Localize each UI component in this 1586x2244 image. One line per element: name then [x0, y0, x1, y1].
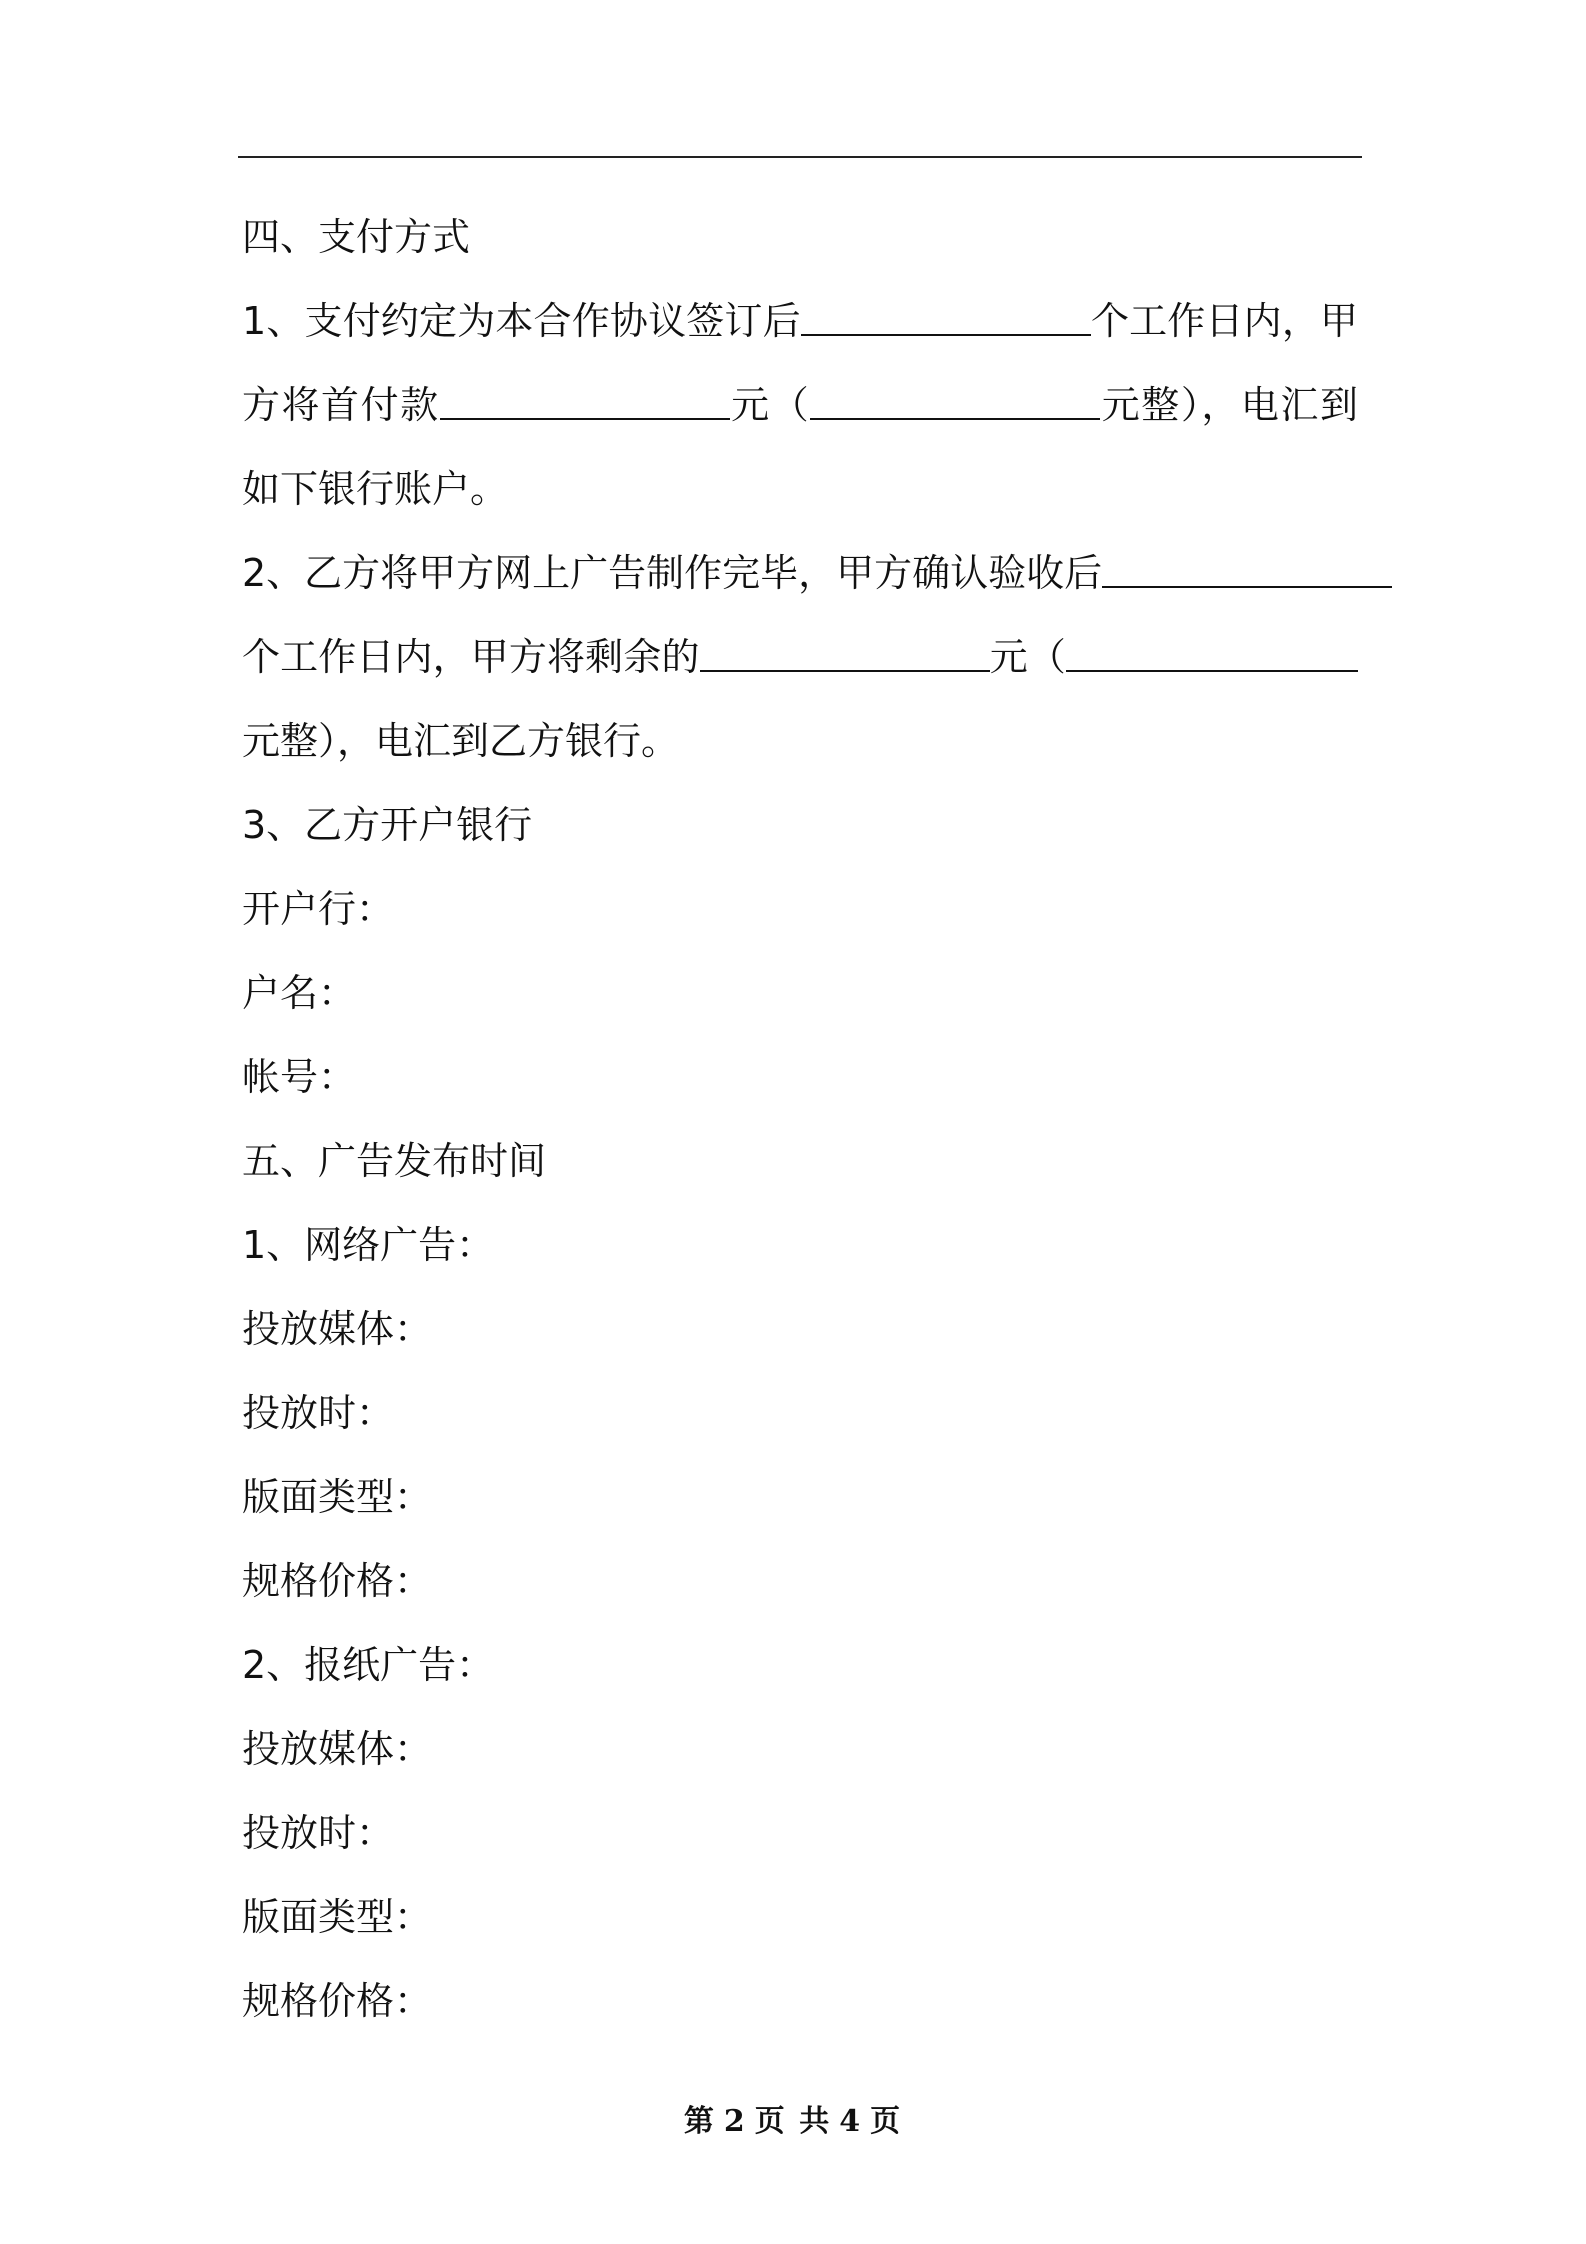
payment-item-2-text-b: 个工作日内，甲方将剩余的: [242, 635, 700, 679]
payment-item-2-line-3: 元整），电汇到乙方银行。: [242, 719, 680, 763]
online-ad-media-field: 投放媒体：: [242, 1307, 433, 1351]
payment-item-1-text-e: 元整），电汇到: [1100, 383, 1358, 427]
blank-remaining-amount: [700, 640, 990, 672]
newspaper-ad-time-field: 投放时：: [242, 1811, 395, 1855]
section-4-heading: 四、支付方式: [242, 215, 471, 259]
online-ad-time-field: 投放时：: [242, 1391, 395, 1435]
payment-item-2-text-a: 2、乙方将甲方网上广告制作完毕，甲方确认验收后: [242, 551, 1103, 595]
online-ad-title: 1、网络广告：: [242, 1223, 495, 1267]
page-number-footer: [0, 2096, 1586, 2140]
payment-item-1-text-a: 1、支付约定为本合作协议签订后: [242, 299, 801, 343]
newspaper-ad-price-field: 规格价格：: [242, 1979, 433, 2023]
newspaper-ad-title: 2、报纸广告：: [242, 1643, 495, 1687]
payment-item-1-text-b: 个工作日内，甲: [1090, 299, 1358, 343]
footer-current-page: 2: [723, 2104, 747, 2139]
header-rule: [238, 156, 1362, 158]
blank-workdays-1: [801, 304, 1091, 336]
account-number-field: 帐号：: [242, 1055, 357, 1099]
blank-workdays-2: [1102, 556, 1392, 588]
payment-item-2-line-1: [242, 531, 1358, 615]
payment-item-1-line-2: [242, 363, 1358, 447]
document-body: [242, 195, 1366, 2043]
payment-item-1-line-1: [242, 279, 1358, 363]
footer-middle: 页 共: [754, 2104, 832, 2139]
bank-info-title: 3、乙方开户银行: [242, 803, 533, 847]
payment-item-1-text-c: 方将首付款: [242, 383, 440, 427]
blank-remaining-words: [1066, 640, 1358, 672]
payment-item-2-text-c: 元（: [989, 635, 1066, 679]
footer-total-pages: 4: [839, 2104, 863, 2139]
bank-name-field: 开户行：: [242, 887, 395, 931]
footer-suffix: 页: [870, 2104, 903, 2139]
newspaper-ad-layout-field: 版面类型：: [242, 1895, 433, 1939]
online-ad-layout-field: 版面类型：: [242, 1475, 433, 1519]
blank-first-payment-amount: [440, 388, 730, 420]
payment-item-2-line-2: [242, 615, 1358, 699]
payment-item-1-text-d: 元（: [729, 383, 811, 427]
footer-prefix: 第: [683, 2104, 716, 2139]
account-name-field: 户名：: [242, 971, 357, 1015]
blank-first-payment-words: [810, 388, 1100, 420]
newspaper-ad-media-field: 投放媒体：: [242, 1727, 433, 1771]
payment-item-1-line-3: 如下银行账户。: [242, 467, 509, 511]
section-5-heading: 五、广告发布时间: [242, 1139, 547, 1183]
online-ad-price-field: 规格价格：: [242, 1559, 433, 1603]
